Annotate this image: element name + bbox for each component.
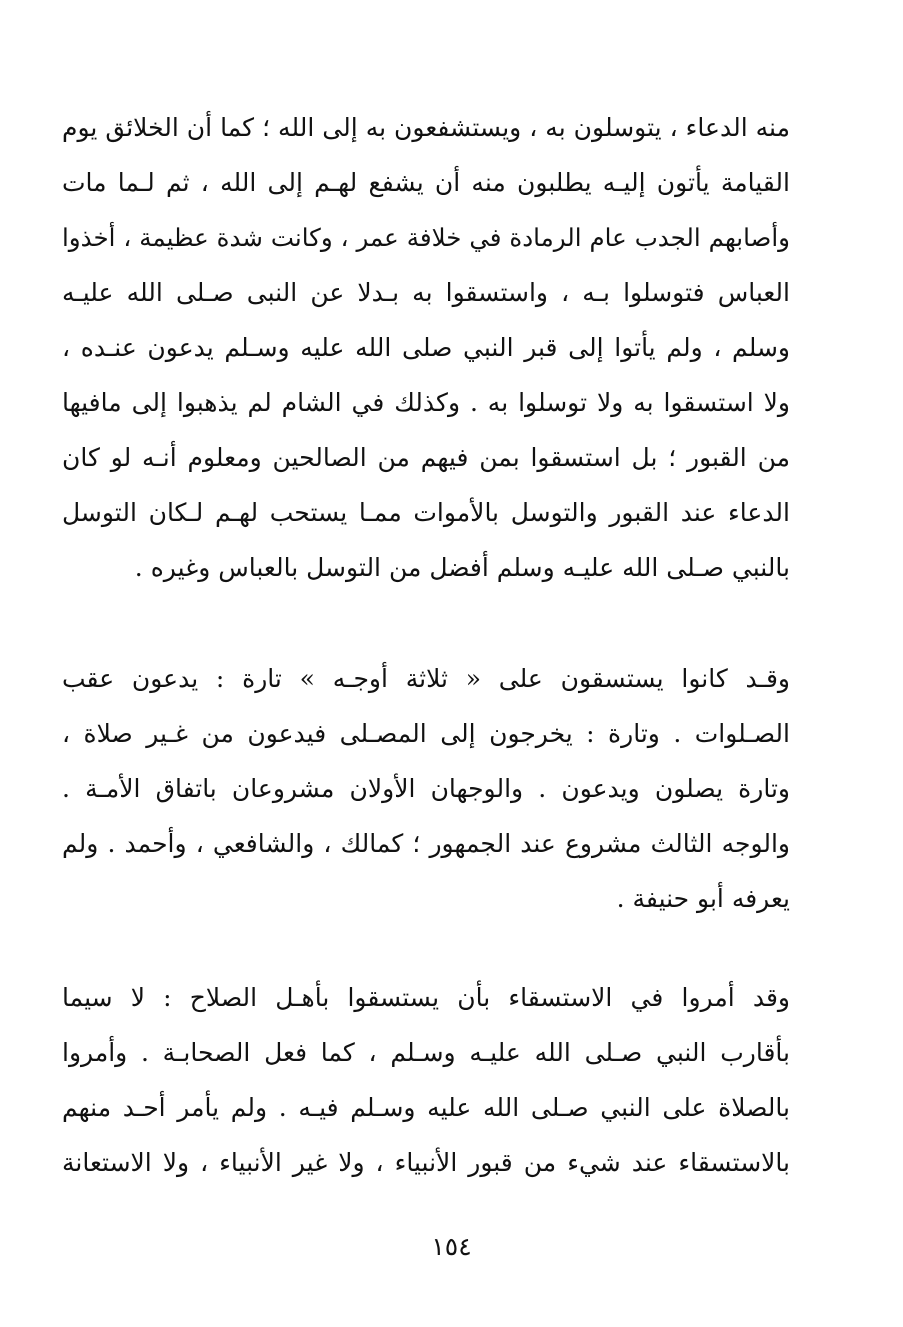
text-line: ولا استسقوا به ولا توسلوا به . وكذلك في الشام لم يذهبوا إلى مافيها	[62, 388, 790, 417]
text-line: القيامة يأتون إليـه يطلبون منه أن يشفع لهـم إلى الله ، ثم لـما مات	[62, 168, 790, 197]
text-line: وتارة يصلون ويدعون . والوجهان الأولان مشروعان باتفاق الأمـة .	[62, 774, 790, 803]
text-line: الصـلوات . وتارة : يخرجون إلى المصـلى فيدعون من غـير صلاة ،	[62, 719, 790, 748]
text-line: وسلم ، ولم يأتوا إلى قبر النبي صلى الله عليه وسـلم يدعون عنـده ،	[62, 333, 790, 362]
text-line: من القبور ؛ بل استسقوا بمن فيهم من الصالحين ومعلوم أنـه لو كان	[62, 443, 790, 472]
text-line: بأقارب النبي صـلى الله عليـه وسـلم ، كما فعل الصحابـة . وأمروا	[62, 1038, 790, 1067]
text-line: بالصلاة على النبي صـلى الله عليه وسـلم فيـه . ولم يأمر أحـد منهم	[62, 1093, 790, 1122]
text-line: بالنبي صـلى الله عليـه وسلم أفضل من التوسل بالعباس وغيره .	[134, 553, 790, 582]
paragraph-1	[62, 100, 790, 595]
text-line: وقـد كانوا يستسقون على « ثلاثة أوجـه » تارة : يدعون عقب	[62, 664, 790, 693]
text-line: وأصابهم الجدب عام الرمادة في خلافة عمر ، وكانت شدة عظيمة ، أخذوا	[62, 223, 790, 252]
text-line: بالاستسقاء عند شيء من قبور الأنبياء ، ولا غير الأنبياء ، ولا الاستعانة	[62, 1148, 790, 1177]
paragraph-3	[62, 970, 790, 1190]
text-line: والوجه الثالث مشروع عند الجمهور ؛ كمالك ، والشافعي ، وأحمد . ولم	[62, 829, 790, 858]
paragraph-2	[62, 651, 790, 926]
text-line: يعرفه أبو حنيفة .	[616, 884, 790, 913]
text-line: وقد أمروا في الاستسقاء بأن يستسقوا بأهـل الصلاح : لا سيما	[62, 983, 790, 1012]
text-line: منه الدعاء ، يتوسلون به ، ويستشفعون به إلى الله ؛ كما أن الخلائق يوم	[62, 113, 790, 142]
text-line: العباس فتوسلوا بـه ، واستسقوا به بـدلا عن النبى صـلى الله عليـه	[62, 278, 790, 307]
text-line: الدعاء عند القبور والتوسل بالأموات ممـا يستحب لهـم لـكان التوسل	[62, 498, 790, 527]
page-number: ١٥٤	[431, 1232, 472, 1261]
